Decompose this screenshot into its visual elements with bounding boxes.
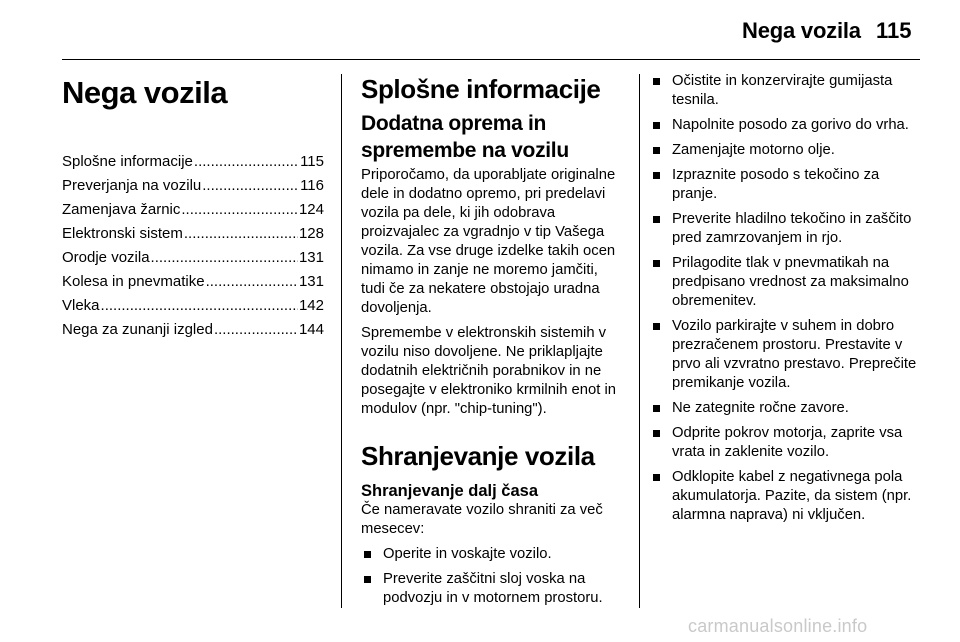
toc-entry[interactable] (62, 270, 324, 294)
list-item (361, 570, 623, 608)
paragraph: Če nameravate vozilo shraniti za več mesecev: (361, 502, 603, 537)
toc-entry[interactable] (62, 150, 324, 174)
toc-leader (214, 318, 298, 342)
toc-label: Vleka (62, 297, 100, 314)
bullet-square-icon (364, 551, 371, 558)
section-heading: Shranjevanje vozila (361, 441, 595, 471)
column-divider-2 (639, 74, 640, 608)
list-item-text: Očistite in konzervirajte gumijasta tesnila. (672, 73, 893, 108)
bullet-square-icon (653, 260, 660, 267)
toc-leader (206, 270, 298, 294)
bullet-list (361, 545, 623, 608)
column-divider-1 (341, 74, 342, 608)
bullet-square-icon (653, 216, 660, 223)
list-item (650, 424, 922, 462)
bullet-square-icon (653, 122, 660, 129)
toc-entry[interactable] (62, 222, 324, 246)
list-item-text: Vozilo parkirajte v suhem in dobro prezračenem prostoru. Prestavite v prvo ali vzvratno prestavo. Preprečite premikanje vozila. (672, 318, 917, 391)
toc-label: Splošne informacije (62, 153, 193, 170)
paragraph: Spremembe v elektronskih sistemih v vozilu niso dovoljene. Ne priklapljajte dodatnih električnih porabnikov in ne posegajte v elektroniko krmilnih enot in modulov (npr. "chip-tuning"). (361, 325, 616, 417)
toc-label: Elektronski sistem (62, 225, 183, 242)
toc-leader (194, 150, 299, 174)
list-item (650, 468, 922, 525)
section-heading: Splošne informacije (361, 74, 601, 104)
toc-leader (202, 174, 299, 198)
bullet-square-icon (653, 323, 660, 330)
bullet-square-icon (653, 147, 660, 154)
list-item-text: Zamenjajte motorno olje. (672, 142, 835, 158)
toc-entry[interactable] (62, 198, 324, 222)
list-item-text: Prilagodite tlak v pnevmatikah na predpisano vrednost za maksimalno obremenitev. (672, 255, 909, 309)
bullet-square-icon (653, 430, 660, 437)
header-divider (62, 59, 920, 60)
toc-page: 128 (298, 225, 324, 242)
toc-page: 116 (300, 177, 324, 194)
column-toc (62, 72, 324, 342)
list-item-text: Napolnite posodo za gorivo do vrha. (672, 117, 909, 133)
list-item-text: Izpraznite posodo s tekočino za pranje. (672, 167, 880, 202)
toc-page: 115 (300, 153, 324, 170)
list-item-text: Odprite pokrov motorja, zaprite vsa vrata in zaklenite vozilo. (672, 425, 903, 460)
list-item-text: Operite in voskajte vozilo. (383, 546, 552, 562)
toc-leader (181, 198, 298, 222)
bullet-square-icon (653, 78, 660, 85)
list-item (650, 317, 922, 393)
toc-page: 131 (298, 273, 324, 290)
list-item (650, 254, 922, 311)
list-item (361, 545, 623, 564)
table-of-contents (62, 150, 324, 342)
bullet-square-icon (364, 576, 371, 583)
list-item (650, 210, 922, 248)
toc-entry[interactable] (62, 246, 324, 270)
toc-page: 144 (298, 321, 324, 338)
toc-leader (151, 246, 298, 270)
toc-page: 131 (298, 249, 324, 266)
toc-label: Kolesa in pnevmatike (62, 273, 205, 290)
paragraph: Priporočamo, da uporabljate originalne dele in dodatno opremo, pri predelavi vozila pa dele, ki jih odobrava proizvajalec za vgradnjo v tip Vašega vozila. Za vse druge izdelke takih ocen nimamo in zanje ne moremo jamčiti, tudi če za nekatere obstojajo uradna dovoljenja. (361, 167, 616, 316)
list-item (650, 399, 922, 418)
list-item (650, 72, 922, 110)
toc-entry[interactable] (62, 174, 324, 198)
column-storage-steps (650, 72, 922, 531)
list-item-text: Ne zategnite ročne zavore. (672, 400, 849, 416)
subsubsection-heading: Shranjevanje dalj časa (361, 482, 539, 500)
toc-leader (101, 294, 298, 318)
list-item (650, 141, 922, 160)
toc-label: Nega za zunanji izgled (62, 321, 213, 338)
chapter-title: Nega vozila (62, 75, 228, 110)
bullet-list (650, 72, 922, 525)
bullet-square-icon (653, 405, 660, 412)
toc-page: 142 (298, 297, 324, 314)
toc-leader (184, 222, 298, 246)
list-item (650, 116, 922, 135)
toc-label: Zamenjava žarnic (62, 201, 181, 218)
list-item-text: Preverite zaščitni sloj voska na podvozju in v motornem prostoru. (383, 571, 603, 606)
list-item-text: Preverite hladilno tekočino in zaščito pred zamrzovanjem in rjo. (672, 211, 912, 246)
subsection-heading: Dodatna oprema in spremembe na vozilu (361, 112, 569, 162)
toc-entry[interactable] (62, 294, 324, 318)
bullet-square-icon (653, 474, 660, 481)
toc-entry[interactable] (62, 318, 324, 342)
bullet-square-icon (653, 172, 660, 179)
watermark: carmanualsonline.info (688, 616, 868, 636)
toc-page: 124 (298, 201, 324, 218)
page-header-title: Nega vozila (742, 18, 861, 43)
page-number: 115 (876, 18, 912, 43)
column-general-info (361, 72, 623, 614)
list-item-text: Odklopite kabel z negativnega pola akumulatorja. Pazite, da sistem (npr. alarmna naprava) ni vključen. (672, 469, 912, 523)
toc-label: Orodje vozila (62, 249, 150, 266)
toc-label: Preverjanja na vozilu (62, 177, 202, 194)
list-item (650, 166, 922, 204)
